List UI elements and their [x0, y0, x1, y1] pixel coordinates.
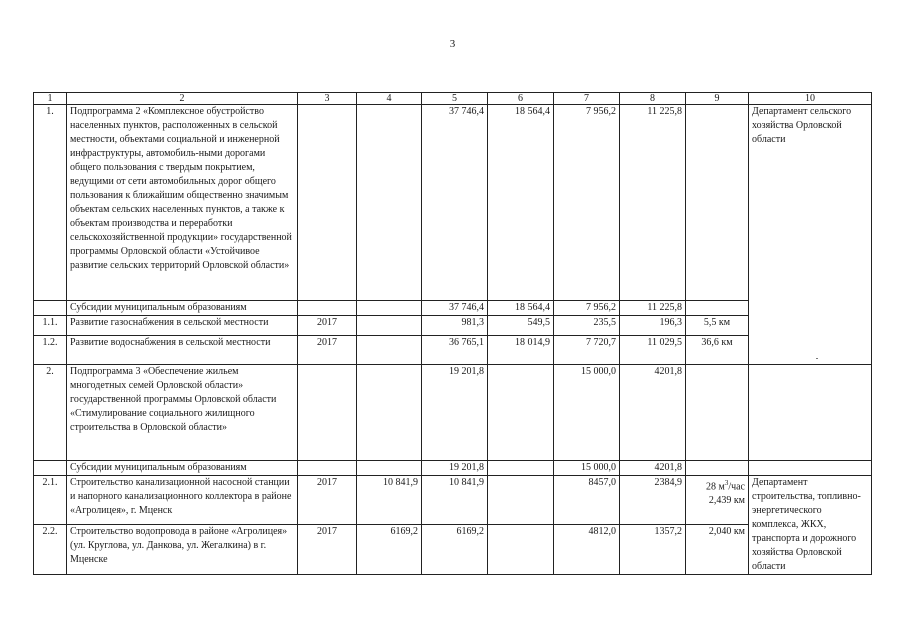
- program-table: [33, 92, 872, 575]
- table-row: [34, 105, 872, 301]
- cell-col8: 11 029,5: [620, 336, 686, 365]
- cell-col8: 4201,8: [620, 461, 686, 476]
- row-name: Субсидии муниципальным образованиям: [67, 301, 298, 316]
- cell-col3: [298, 461, 357, 476]
- cell-col4: [357, 336, 422, 365]
- scan-speck: [816, 358, 818, 359]
- table-row: [34, 476, 872, 525]
- cell-col7: 15 000,0: [554, 461, 620, 476]
- cell-col6: [488, 476, 554, 525]
- table-row: [34, 316, 872, 336]
- cell-col7: 7 720,7: [554, 336, 620, 365]
- cell-col5: 10 841,9: [422, 476, 488, 525]
- cell-col5: 981,3: [422, 316, 488, 336]
- row-number: 2.: [34, 365, 67, 461]
- cell-col6: 18 564,4: [488, 301, 554, 316]
- cell-col7: 15 000,0: [554, 365, 620, 461]
- cell-col3: 2017: [298, 336, 357, 365]
- row-name: Строительство канализационной насосной станции и напорного канализационного коллектора в районе «Агролицея», г. Мценск: [67, 476, 298, 525]
- cell-col3: 2017: [298, 316, 357, 336]
- cell-col5: 6169,2: [422, 524, 488, 574]
- cell-col5: 36 765,1: [422, 336, 488, 365]
- row-name: Строительство водопровода в районе «Агролицея» (ул. Круглова, ул. Данкова, ул. Жегалкина) в г. Мценске: [67, 524, 298, 574]
- cell-col6: [488, 365, 554, 461]
- cell-col8: 11 225,8: [620, 301, 686, 316]
- cell-col8: 196,3: [620, 316, 686, 336]
- column-header: 1: [34, 93, 67, 105]
- cell-col7: 4812,0: [554, 524, 620, 574]
- responsible-department: Департамент строительства, топливно-энергетического комплекса, ЖКХ, транспорта и дорожного хозяйства Орловской области: [749, 476, 872, 575]
- cell-col7: 7 956,2: [554, 301, 620, 316]
- cell-col10: [749, 461, 872, 476]
- cell-col4: [357, 316, 422, 336]
- cell-col7: 7 956,2: [554, 105, 620, 301]
- table-row: [34, 336, 872, 365]
- row-number: [34, 301, 67, 316]
- cell-col9: [686, 461, 749, 476]
- column-header: 5: [422, 93, 488, 105]
- cell-col5: 37 746,4: [422, 105, 488, 301]
- row-number: 1.: [34, 105, 67, 301]
- cell-col4: [357, 301, 422, 316]
- cell-col5: 19 201,8: [422, 461, 488, 476]
- table-row: [34, 365, 872, 461]
- cell-col5: 37 746,4: [422, 301, 488, 316]
- column-header: 7: [554, 93, 620, 105]
- row-name: Развитие водоснабжения в сельской местности: [67, 336, 298, 365]
- capacity-value: 28 м: [705, 481, 725, 493]
- cell-col9: [686, 476, 749, 525]
- cell-col5: 19 201,8: [422, 365, 488, 461]
- row-number: 2.1.: [34, 476, 67, 525]
- cell-col8: 11 225,8: [620, 105, 686, 301]
- row-number: 1.2.: [34, 336, 67, 365]
- cell-col9: 5,5 км: [686, 316, 749, 336]
- cell-col8: 2384,9: [620, 476, 686, 525]
- cell-col3: 2017: [298, 476, 357, 525]
- cell-col6: [488, 524, 554, 574]
- cell-col3: [298, 301, 357, 316]
- row-number: 2.2.: [34, 524, 67, 574]
- table-header-row: [34, 93, 872, 105]
- cell-col3: [298, 105, 357, 301]
- cell-col10: [749, 365, 872, 461]
- cell-col4: [357, 365, 422, 461]
- cell-col6: 18 564,4: [488, 105, 554, 301]
- cell-col9: 2,040 км: [686, 524, 749, 574]
- cell-col6: [488, 461, 554, 476]
- column-header: 8: [620, 93, 686, 105]
- table-row: [34, 301, 872, 316]
- cell-col9: 36,6 км: [686, 336, 749, 365]
- cell-col7: 235,5: [554, 316, 620, 336]
- cell-col4: 6169,2: [357, 524, 422, 574]
- cell-col9: [686, 365, 749, 461]
- responsible-department: Департамент сельского хозяйства Орловской области: [749, 105, 872, 365]
- column-header: 2: [67, 93, 298, 105]
- row-name: Развитие газоснабжения в сельской местности: [67, 316, 298, 336]
- length-value: 2,439 км: [708, 495, 745, 507]
- column-header: 3: [298, 93, 357, 105]
- row-name: Подпрограмма 3 «Обеспечение жильем многодетных семей Орловской области» государственной программы Орловской области «Стимулирование социального жилищного строительства в Орловской области»: [67, 365, 298, 461]
- cell-col3: [298, 365, 357, 461]
- capacity-exponent: 3: [724, 479, 729, 487]
- cell-col7: 8457,0: [554, 476, 620, 525]
- column-header: 9: [686, 93, 749, 105]
- column-header: 6: [488, 93, 554, 105]
- capacity-unit: /час: [728, 481, 745, 493]
- cell-col4: 10 841,9: [357, 476, 422, 525]
- cell-col6: 18 014,9: [488, 336, 554, 365]
- cell-col9: [686, 105, 749, 301]
- page-number: 3: [449, 38, 456, 50]
- table-row: [34, 461, 872, 476]
- cell-col9: [686, 301, 749, 316]
- row-number: [34, 461, 67, 476]
- column-header: 4: [357, 93, 422, 105]
- cell-col4: [357, 105, 422, 301]
- cell-col8: 4201,8: [620, 365, 686, 461]
- cell-col4: [357, 461, 422, 476]
- row-name: Подпрограмма 2 «Комплексное обустройство населенных пунктов, расположенных в сельской местности, объектами социальной и инженерной инфраструктуры, автомобиль-ными дорогами общего пользования с твердым покрытием, ведущими от сети автомобильных дорог общего пользования к ближайшим общественно значимым объектам сельских населенных пунктов, а также к объектам производства и переработки сельскохозяйственной продукции» государственной программы Орловской области «Устойчивое развитие сельских территорий Орловской области»: [67, 105, 298, 301]
- column-header: 10: [749, 93, 872, 105]
- row-name: Субсидии муниципальным образованиям: [67, 461, 298, 476]
- cell-col8: 1357,2: [620, 524, 686, 574]
- table-row: [34, 524, 872, 574]
- cell-col3: 2017: [298, 524, 357, 574]
- cell-col6: 549,5: [488, 316, 554, 336]
- row-number: 1.1.: [34, 316, 67, 336]
